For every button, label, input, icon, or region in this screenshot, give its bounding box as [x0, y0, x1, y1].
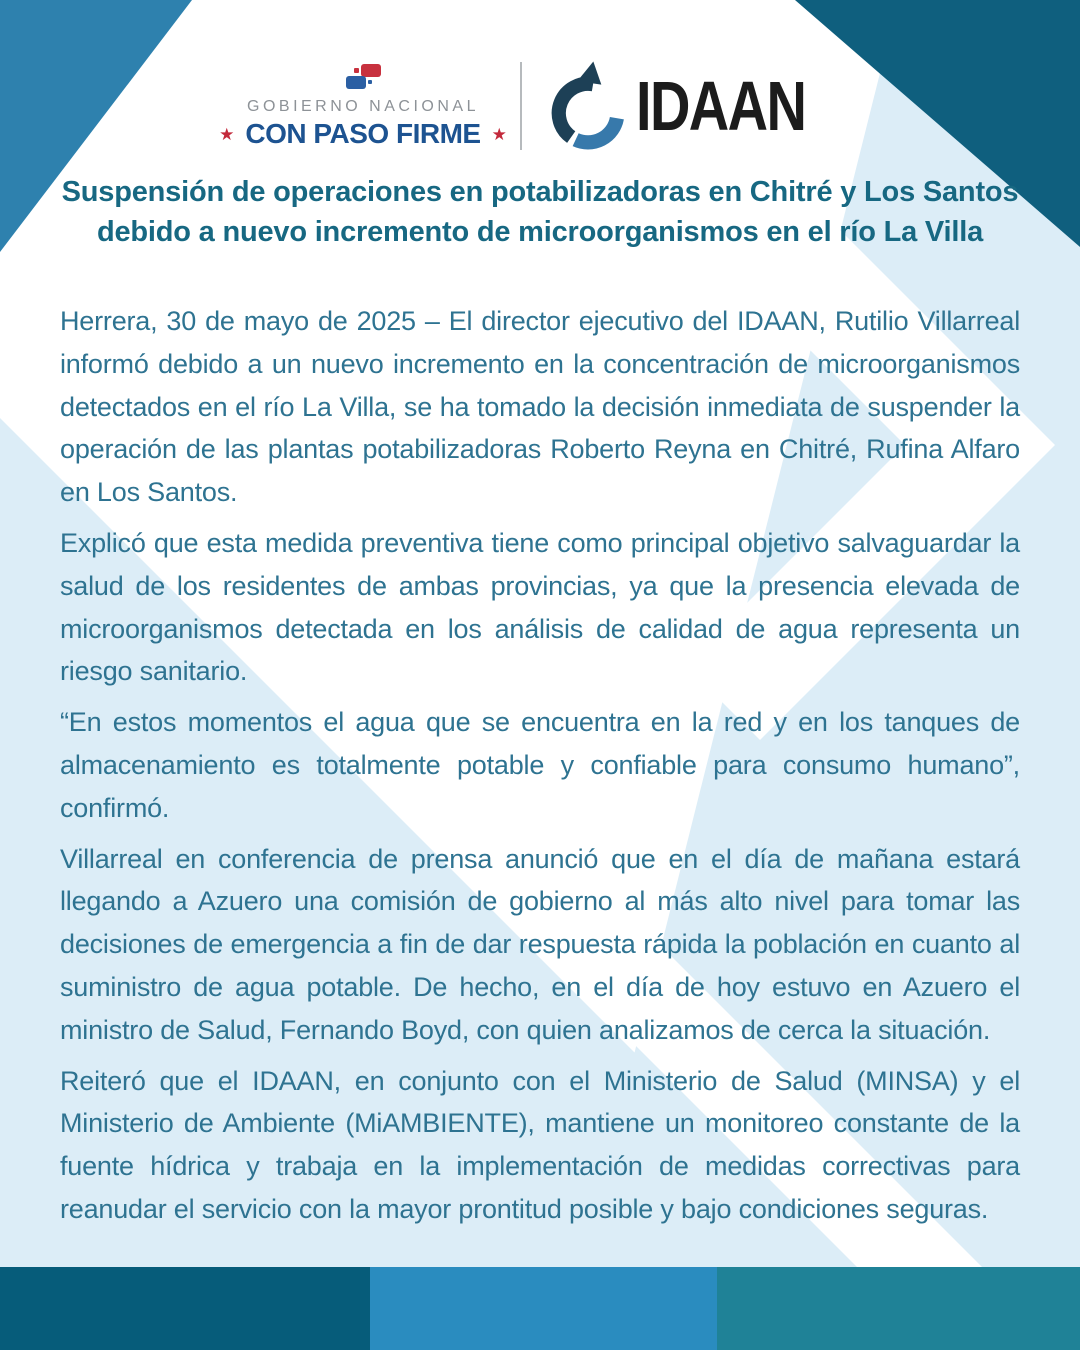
header — [0, 56, 1080, 156]
title-line-1: Suspensión de operaciones en potabilizadoras en Chitré y Los Santos — [61, 176, 1019, 208]
bottom-band-teal — [717, 1267, 1080, 1350]
title-line-2: debido a nuevo incremento de microorganismos en el río La Villa — [96, 216, 984, 248]
water-drop-icon — [548, 60, 628, 152]
paragraph-commission: Villarreal en conferencia de prensa anunció que en el día de mañana estará llegando a Azuero una comisión de gobierno al más alto nivel para tomar las decisiones de emergencia a fin de dar respuesta rápida la población en cuanto al suministro de agua potable. De hecho, en el día de hoy estuvo en Azuero el ministro de Salud, Fernando Boyd, con quien analizamos de cerca la situación. — [60, 843, 1020, 1045]
gobierno-nacional-label: GOBIERNO NACIONAL — [247, 98, 479, 115]
flag-blue-quadrant — [346, 76, 366, 89]
gobierno-nacional-logo — [219, 64, 507, 149]
bottom-band-dark — [0, 1267, 370, 1350]
panama-flag-icon — [342, 64, 384, 91]
page-title — [60, 172, 1020, 252]
slogan-label: CON PASO FIRME — [245, 118, 481, 149]
paragraph-monitoring: Reiteró que el IDAAN, en conjunto con el Ministerio de Salud (MINSA) y el Ministerio de Ambiente (MiAMBIENTE), mantiene un monitoreo constante de la fuente hídrica y trabaja en la implementación de medidas correctivas para reanudar el servicio con la mayor prontitud posible y bajo condiciones seguras. — [60, 1065, 1020, 1224]
star-right-icon: ★ — [491, 124, 507, 144]
flag-red-star-dot — [354, 68, 359, 73]
slogan-row — [219, 120, 507, 148]
star-left-icon: ★ — [219, 124, 235, 144]
paragraph-quote: “En estos momentos el agua que se encuentra en la red y en los tanques de almacenamiento es totalmente potable y confiable para consumo humano”, confirmó. — [60, 707, 1020, 823]
flag-red-quadrant — [361, 64, 381, 77]
press-release-body — [60, 300, 1020, 1239]
flag-blue-star-dot — [368, 80, 372, 84]
paragraph-measure: Explicó que esta medida preventiva tiene como principal objetivo salvaguardar la salud de los residentes de ambas provincias, ya que la presencia elevada de microorganismos detectada en los análisis de calidad de agua representa un riesgo sanitario. — [60, 527, 1020, 687]
brand-wordmark: IDAAN — [636, 67, 806, 145]
idaan-logo — [548, 60, 848, 152]
paragraph-dateline: Herrera, 30 de mayo de 2025 – El director ejecutivo del IDAAN, Rutilio Villarreal informó debido a un nuevo incremento en la concentración de microorganismos detectados en el río La Villa, se ha tomado la decisión inmediata de suspender la operación de las plantas potabilizadoras Roberto Reyna en Chitré, Rufina Alfaro en Los Santos. — [60, 306, 1020, 508]
bottom-band-medium — [370, 1267, 717, 1350]
logo-divider — [520, 62, 522, 150]
